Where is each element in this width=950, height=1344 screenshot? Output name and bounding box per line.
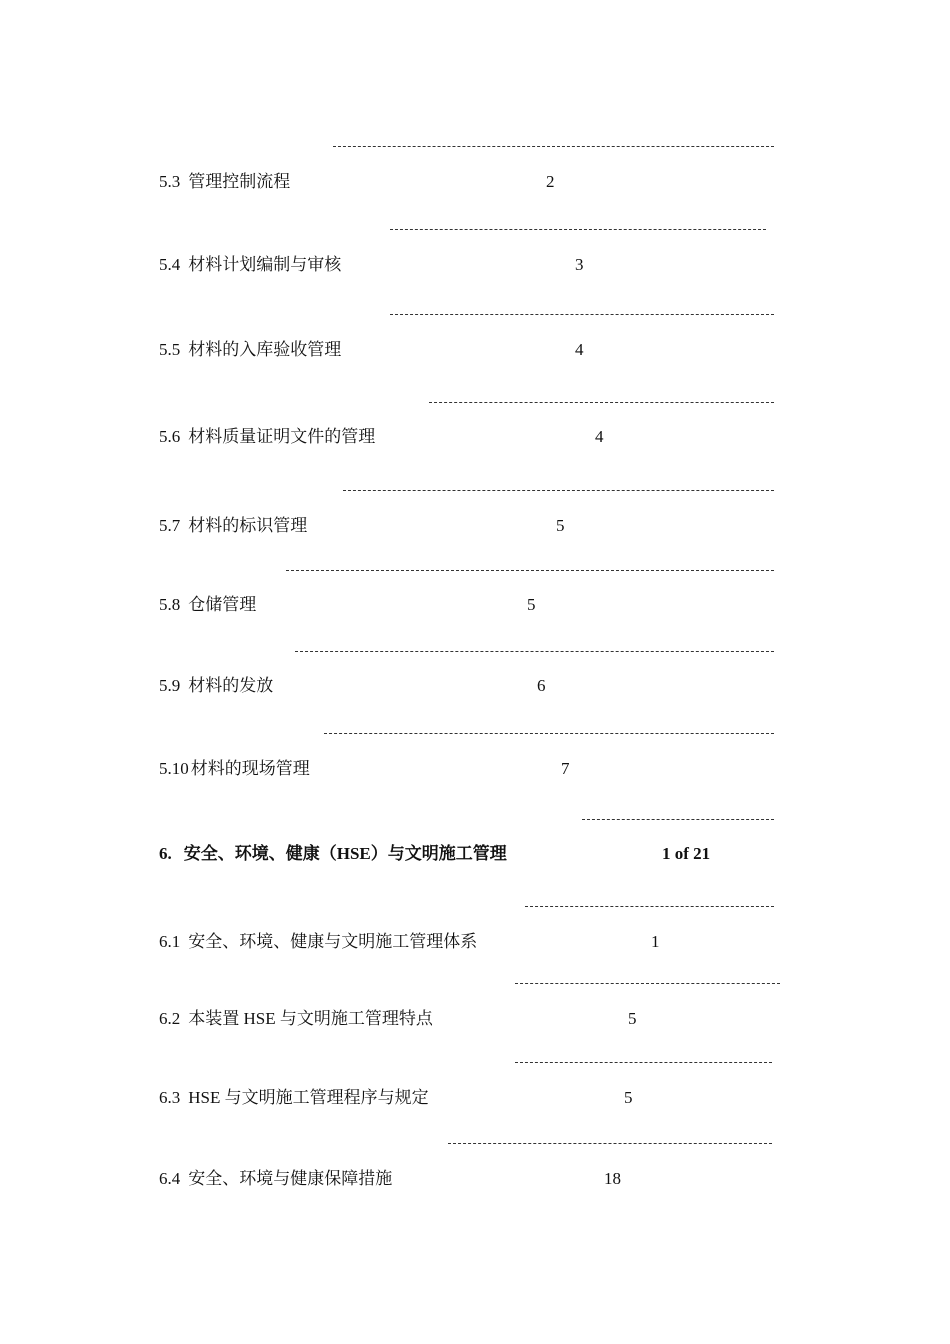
toc-entry-page: 7 xyxy=(561,759,570,778)
toc-entry-title: HSE 与文明施工管理程序与规定 xyxy=(188,1088,429,1107)
toc-entry-number: 5.9 xyxy=(159,676,181,695)
toc-entry-title: 材料的入库验收管理 xyxy=(188,340,342,359)
toc-entry-number: 5.8 xyxy=(159,595,181,614)
toc-entry-page: 1 xyxy=(651,932,660,951)
toc-entry-6-1[interactable] xyxy=(159,931,477,953)
leader-dashes xyxy=(448,1143,772,1144)
toc-entry-title: 材料的标识管理 xyxy=(188,516,308,535)
toc-entry-page: 5 xyxy=(624,1088,633,1107)
toc-entry-6-4[interactable] xyxy=(159,1168,392,1190)
toc-entry-number: 5.5 xyxy=(159,340,181,359)
toc-entry-page: 4 xyxy=(595,427,604,446)
toc-entry-page: 1 of 21 xyxy=(662,844,711,863)
leader-dashes xyxy=(333,146,774,147)
toc-entry-5-5[interactable] xyxy=(159,339,341,361)
toc-entry-title: 安全、环境、健康（HSE）与文明施工管理 xyxy=(183,844,507,863)
toc-entry-title: 安全、环境、健康与文明施工管理体系 xyxy=(188,932,478,951)
toc-entry-number: 6.1 xyxy=(159,932,181,951)
toc-entry-number: 5.10 xyxy=(159,759,189,778)
toc-entry-page: 3 xyxy=(575,255,584,274)
toc-entry-title: 材料的发放 xyxy=(188,676,274,695)
toc-entry-title: 材料计划编制与审核 xyxy=(188,255,342,274)
toc-entry-title: 本装置 HSE 与文明施工管理特点 xyxy=(188,1009,433,1028)
toc-entry-5-10[interactable] xyxy=(159,758,310,780)
leader-dashes xyxy=(582,819,774,820)
leader-dashes xyxy=(390,314,774,315)
leader-dashes xyxy=(343,490,774,491)
toc-entry-number: 6.3 xyxy=(159,1088,181,1107)
toc-entry-5-3[interactable] xyxy=(159,171,290,193)
toc-entry-5-4[interactable] xyxy=(159,254,341,276)
toc-entry-page: 5 xyxy=(556,516,565,535)
toc-entry-5-9[interactable] xyxy=(159,675,273,697)
toc-entry-page: 6 xyxy=(537,676,546,695)
leader-dashes xyxy=(515,1062,772,1063)
toc-entry-number: 5.4 xyxy=(159,255,181,274)
toc-entry-number: 6.4 xyxy=(159,1169,181,1188)
toc-entry-title: 材料的现场管理 xyxy=(190,759,310,778)
leader-dashes xyxy=(390,229,766,230)
toc-entry-title: 管理控制流程 xyxy=(188,172,291,191)
toc-entry-page: 2 xyxy=(546,172,555,191)
toc-entry-number: 5.6 xyxy=(159,427,181,446)
leader-dashes xyxy=(295,651,774,652)
leader-dashes xyxy=(429,402,774,403)
toc-entry-5-7[interactable] xyxy=(159,515,307,537)
toc-entry-page: 5 xyxy=(628,1009,637,1028)
toc-entry-title: 安全、环境与健康保障措施 xyxy=(188,1169,393,1188)
toc-entry-6[interactable] xyxy=(159,843,507,865)
toc-entry-number: 5.3 xyxy=(159,172,181,191)
toc-entry-page: 4 xyxy=(575,340,584,359)
toc-entry-6-3[interactable] xyxy=(159,1087,429,1109)
toc-entry-number: 6.2 xyxy=(159,1009,181,1028)
toc-entry-5-8[interactable] xyxy=(159,594,256,616)
toc-entry-title: 材料质量证明文件的管理 xyxy=(188,427,376,446)
toc-entry-number: 6. xyxy=(159,844,172,863)
toc-entry-number: 5.7 xyxy=(159,516,181,535)
toc-entry-page: 5 xyxy=(527,595,536,614)
toc-entry-page: 18 xyxy=(604,1169,621,1188)
toc-entry-5-6[interactable] xyxy=(159,426,375,448)
leader-dashes xyxy=(525,906,774,907)
leader-dashes xyxy=(286,570,774,571)
leader-dashes xyxy=(515,983,780,984)
leader-dashes xyxy=(324,733,774,734)
toc-entry-6-2[interactable] xyxy=(159,1008,433,1030)
toc-entry-title: 仓储管理 xyxy=(188,595,257,614)
